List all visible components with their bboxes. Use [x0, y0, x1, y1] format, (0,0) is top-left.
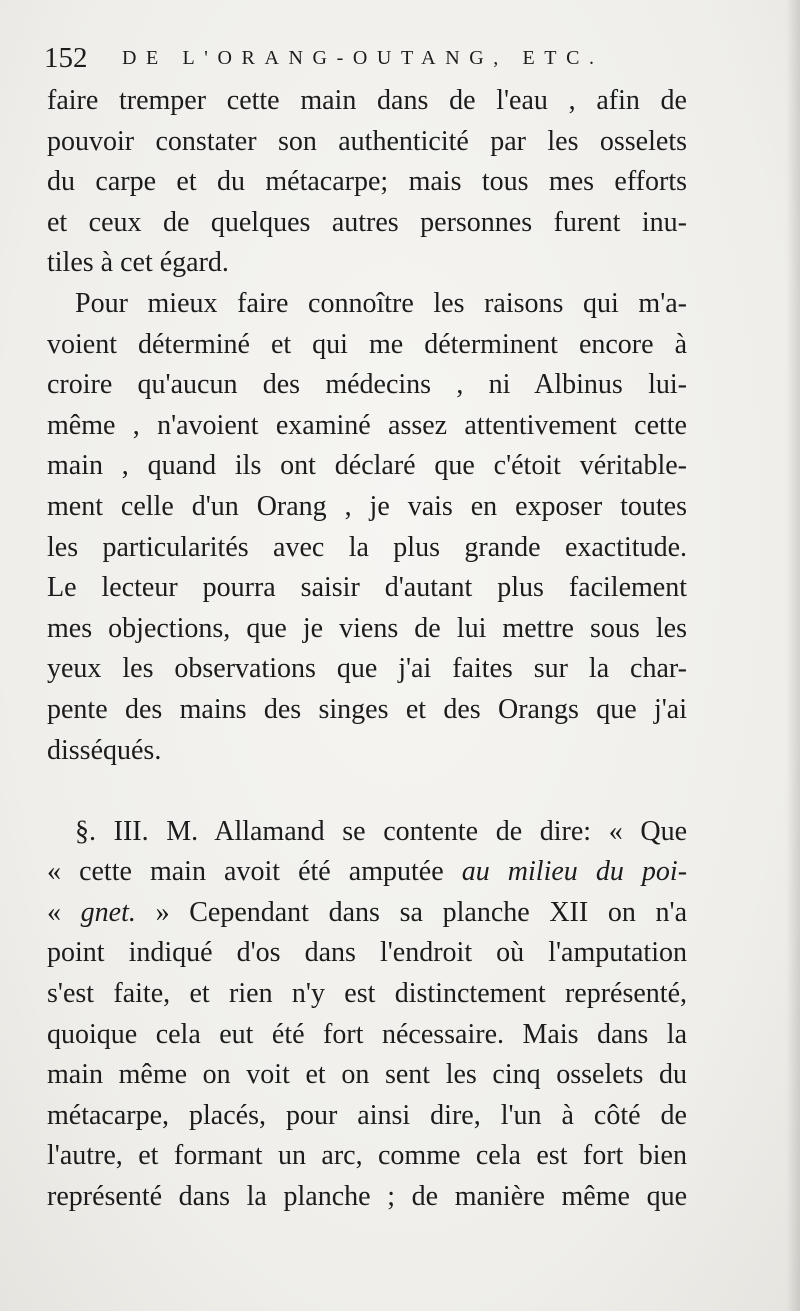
text-line: et ceux de quelques autres personnes furent inu- — [47, 206, 687, 238]
text-line: même , n'avoient examiné assez attentivement cette — [47, 409, 687, 441]
text-line: métacarpe, placés, pour ainsi dire, l'un à côté de — [47, 1099, 687, 1131]
text-line: du carpe et du métacarpe; mais tous mes efforts — [47, 166, 687, 198]
body-text — [47, 81, 687, 1218]
text-line — [47, 893, 687, 934]
text-line: yeux les observations que j'ai faites sur la char- — [47, 653, 687, 685]
text-line: l'autre, et formant un arc, comme cela est fort bien — [47, 1140, 687, 1172]
text-line: quoique cela eut été fort nécessaire. Mais dans la — [47, 1018, 687, 1050]
text-line: main , quand ils ont déclaré que c'étoit véritable- — [47, 450, 687, 482]
text-line: faire tremper cette main dans de l'eau , afin de — [47, 85, 687, 116]
text-line: Pour mieux faire connoître les raisons qui m'a- — [75, 287, 687, 319]
text-segment: « cette main avoit été amputée — [47, 856, 444, 888]
page-spine-shadow — [786, 0, 800, 1311]
text-line: représenté dans la planche ; de manière même que — [47, 1181, 687, 1213]
text-segment: « — [47, 896, 61, 928]
text-line: mes objections, que je viens de lui mettre sous les — [47, 612, 687, 644]
text-line: les particularités avec la plus grande exactitude. — [47, 531, 687, 563]
page-number: 152 — [44, 42, 88, 74]
text-line: s'est faite, et rien n'y est distinctement représenté, — [47, 978, 687, 1010]
text-segment: » Cependant dans sa planche XII on n'a — [155, 896, 688, 928]
text-line: pente des mains des singes et des Orangs que j'ai — [47, 693, 687, 725]
text-line: disséqués. — [47, 734, 162, 766]
text-line: Le lecteur pourra saisir d'autant plus facilement — [47, 572, 687, 604]
text-line: point indiqué d'os dans l'endroit où l'amputation — [47, 937, 687, 969]
text-line: §. III. M. Allamand se contente de dire: « Que — [75, 815, 687, 847]
italic-phrase: gnet. — [80, 896, 136, 928]
text-line — [47, 852, 687, 893]
text-line: tiles à cet égard. — [47, 247, 229, 279]
italic-phrase: au milieu du poi- — [461, 856, 688, 888]
running-head: DE L'ORANG-OUTANG, ETC. — [122, 47, 604, 69]
text-line: main même on voit et on sent les cinq osselets du — [47, 1059, 687, 1091]
page-header — [44, 38, 724, 78]
text-line: voient déterminé et qui me déterminent encore à — [47, 328, 687, 360]
text-line: croire qu'aucun des médecins , ni Albinus lui- — [47, 369, 687, 401]
text-line: pouvoir constater son authenticité par les osselets — [47, 125, 687, 157]
section-gap — [47, 771, 687, 812]
text-line: ment celle d'un Orang , je vais en exposer toutes — [47, 490, 687, 522]
